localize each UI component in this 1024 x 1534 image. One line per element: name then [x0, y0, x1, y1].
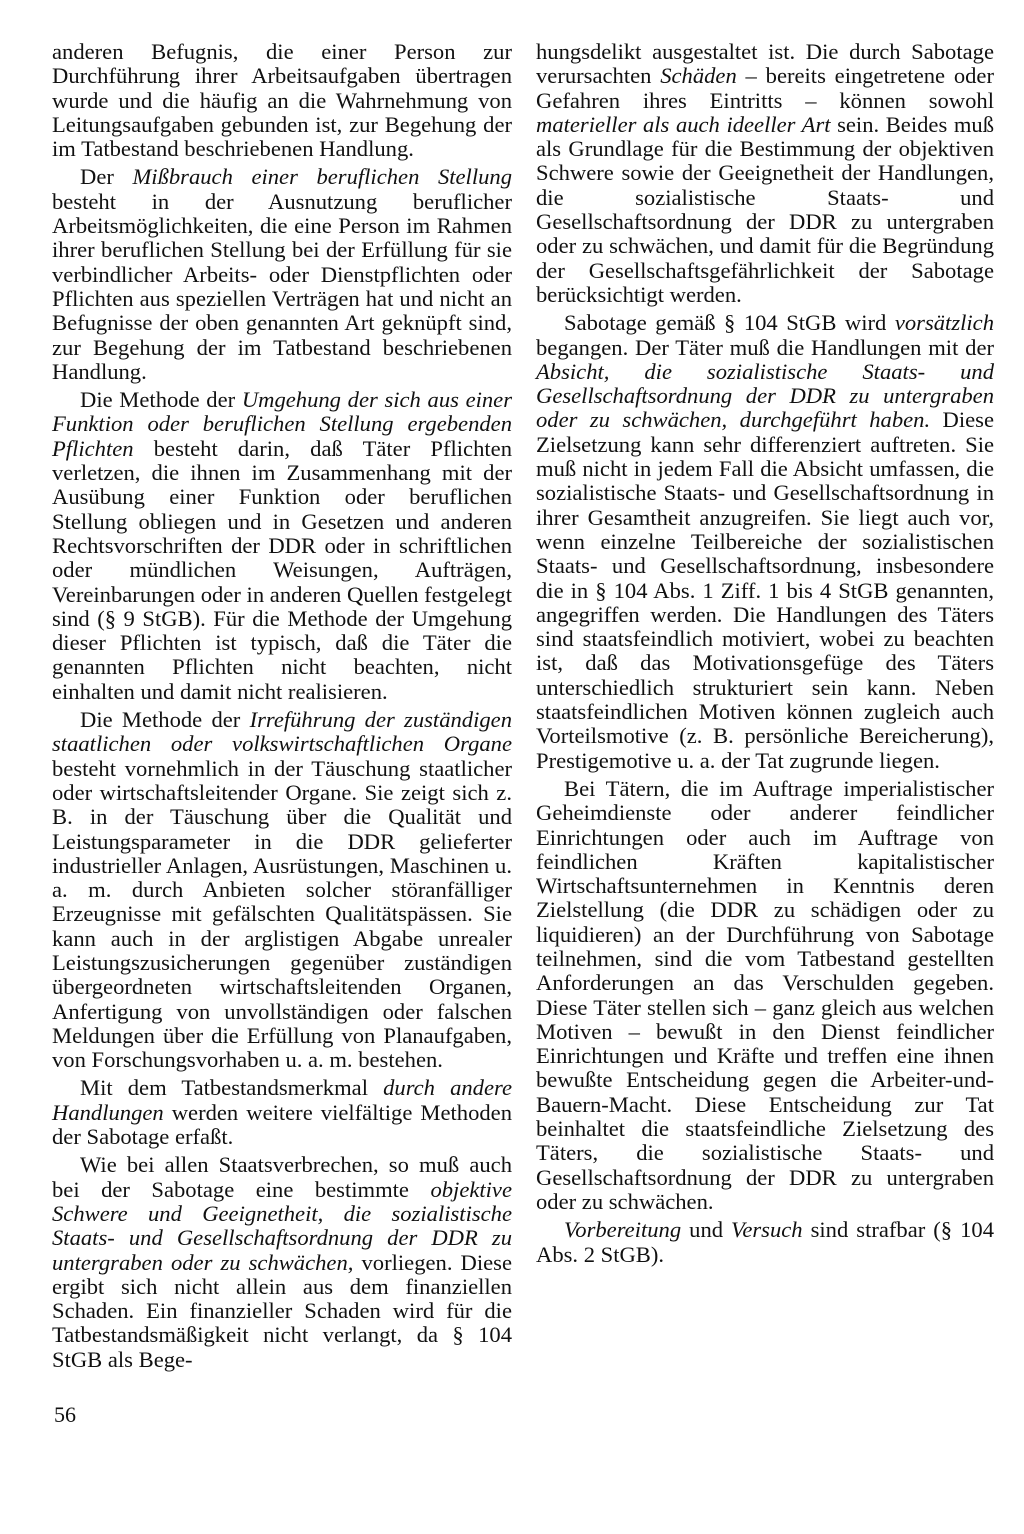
text-run: Bei Tätern, die im Auftrage imperialistischer Geheimdienste oder anderer feindlicher Einrichtungen oder auch im Auftrage von feindlichen Kräften kapitalistischer Wirtschaftsunternehmen in Kenntnis deren Zielstellung (die DDR zu schädigen oder zu liquidieren) an der Durchführung von Sabotage teilnehmen, sind die vom Tatbestand gestellten Anforderungen an das Verschulden gegeben. Diese Täter stellen sich – ganz gleich aus welchen Motiven – bewußt in den Dienst feindlicher Einrichtungen und Kräfte und treffen eine ihnen bewußte Entscheidung gegen die Arbeiter-und-Bauern-Macht. Diese Entscheidung zur Tat beinhaltet die staatsfeindliche Zielsetzung des Täters, die sozialistische Staats- und Gesellschaftsordnung der DDR zu untergraben oder zu schwächen.	[536, 775, 994, 1214]
text-run: sein. Beides muß als Grundlage für die Bestimmung der objektiven Schwere sowie der Geeignetheit der Handlungen, die sozialistische Staats- und Gesellschaftsordnung der DDR zu untergraben oder zu schwächen, und damit für die Begründung der Gesellschaftsgefährlichkeit der Sabotage berücksichtigt werden.	[536, 111, 994, 307]
paragraph	[536, 777, 994, 1214]
italic-term: vorsätzlich	[894, 310, 994, 336]
page-number: 56	[54, 1402, 76, 1427]
text-run: Diese Zielsetzung kann sehr differenziert auftreten. Sie muß nicht in jedem Fall die Absicht umfassen, die sozialistische Staats- und Gesellschaftsordnung in ihrer Gesamtheit anzugreifen. Sie liegt auch vor, wenn einzelne Teilbereiche der sozialistischen Staats- und Gesellschaftsordnung, insbesondere die in § 104 Abs. 1 Ziff. 1 bis 4 StGB genannten, angegriffen werden. Die Handlungen des Täters sind staatsfeindlich motiviert, wobei zu beachten ist, daß das Motivationsgefüge des Täters unterschiedlich strukturiert sein kann. Neben staatsfeindlichen Motiven können zugleich auch Vorteilsmotive (z. B. persönliche Bereicherung), Prestigemotive u. a. der Tat zugrunde liegen.	[536, 407, 995, 773]
paragraph	[536, 40, 994, 307]
italic-term: objektive Schwere und Geeignetheit, die sozialistische Staats- und Gesellschaftsordnung der DDR zu untergraben oder zu schwächen,	[52, 1176, 512, 1275]
paragraph	[536, 1218, 994, 1267]
text-run: Mit dem Tatbestandsmerkmal	[80, 1075, 384, 1101]
text-run: Die Methode der	[80, 387, 242, 413]
paragraph	[52, 708, 512, 1072]
text-run: anderen Befugnis, die einer Person zur Durchführung ihrer Arbeitsaufgaben übertragen wurde und die häufig an die Wahrnehmung von Leitungsaufgaben gebunden ist, zur Begehung der im Tatbestand beschriebenen Handlung.	[52, 39, 512, 162]
paragraph	[52, 40, 512, 161]
text-run: vorliegen. Diese ergibt sich nicht allein aus dem finanziellen Schaden. Ein finanzieller Schaden wird für die Tatbestandsmäßigkeit nicht verlangt, da § 104 StGB als Bege-	[52, 1249, 512, 1372]
italic-term: durch andere Handlungen	[52, 1075, 512, 1125]
text-run: besteht in der Ausnutzung beruflicher Arbeitsmöglichkeiten, die eine Person im Rahmen ihrer beruflichen Stellung bei der Erfüllung für sie verbindlicher Arbeits- oder Dienstpflichten oder Pflichten aus speziellen Verträgen hat und nicht an Befugnisse der oben genannten Art geknüpft sind, zur Begehung der im Tatbestand beschriebenen Handlung.	[52, 188, 512, 384]
text-run: besteht darin, daß Täter Pflichten verletzen, die ihnen im Zusammenhang mit der Ausübung einer Funktion oder beruflichen Stellung obliegen und in Gesetzen und anderen Rechtsvorschriften der DDR oder in schriftlichen oder mündlichen Weisungen, Aufträgen, Vereinbarungen oder in anderen Quellen festgelegt sind (§ 9 StGB). Für die Methode der Umgehung dieser Pflichten ist typisch, daß die Täter die genannten Pflichten nicht beachten, nicht einhalten und damit nicht realisieren.	[52, 435, 512, 704]
text-run: hungsdelikt ausgestaltet ist. Die durch Sabotage verursachten	[536, 39, 994, 89]
text-run: – bereits eingetretene oder Gefahren ihres Eintritts – können sowohl	[536, 63, 994, 113]
paragraph	[52, 165, 512, 384]
text-run: begangen. Der Täter muß die Handlungen mit der	[536, 334, 994, 360]
text-run: Wie bei allen Staatsverbrechen, so muß auch bei der Sabotage eine bestimmte	[52, 1152, 512, 1202]
italic-term: Irreführung der zuständigen staatlichen oder volkswirtschaftlichen Organe	[52, 707, 512, 757]
italic-term: Vorbereitung	[564, 1217, 682, 1243]
text-run: Sabotage gemäß § 104 StGB wird	[564, 310, 895, 336]
text-run: sind strafbar (§ 104 Abs. 2 StGB).	[536, 1217, 994, 1267]
italic-term: Absicht, die sozialistische Staats- und Gesellschaftsordnung der DDR zu untergraben oder zu schwächen, durchgeführt haben.	[536, 358, 994, 433]
italic-term: Mißbrauch einer beruflichen Stellung	[132, 164, 512, 190]
text-column-right	[536, 40, 994, 1267]
text-run: Der	[80, 164, 133, 190]
paragraph	[52, 1076, 512, 1149]
italic-term: Schäden	[660, 63, 737, 89]
text-run: Die Methode der	[80, 707, 250, 733]
text-run: und	[681, 1217, 732, 1243]
paragraph	[536, 311, 994, 773]
text-column-left	[52, 40, 512, 1372]
italic-term: Versuch	[731, 1217, 803, 1243]
paragraph	[52, 1153, 512, 1372]
italic-term: materieller als auch ideeller Art	[536, 111, 831, 137]
text-run: werden weitere vielfältige Methoden der Sabotage erfaßt.	[52, 1099, 512, 1150]
italic-term: Umgehung der sich aus einer Funktion oder beruflichen Stellung ergebenden Pflichten	[52, 387, 513, 461]
paragraph	[52, 388, 512, 704]
text-run: besteht vornehmlich in der Täuschung staatlicher oder wirtschaftsleitender Organe. Sie zeigt sich z. B. in der Täuschung über die Qualität und Leistungsparameter in die DDR gelieferter industrieller Anlagen, Ausrüstungen, Maschinen u. a. m. durch Anbieten solcher störanfälliger Erzeugnisse mit gefälschten Qualitätspässen. Sie kann auch in der arglistigen Abgabe unrealer Leistungszusicherungen gegenüber zuständigen übergeordneten wirtschaftsleitenden Organen, Anfertigung von unvollständigen oder falschen Meldungen über die Erfüllung von Planaufgaben, von Forschungsvorhaben u. a. m. bestehen.	[52, 755, 512, 1073]
